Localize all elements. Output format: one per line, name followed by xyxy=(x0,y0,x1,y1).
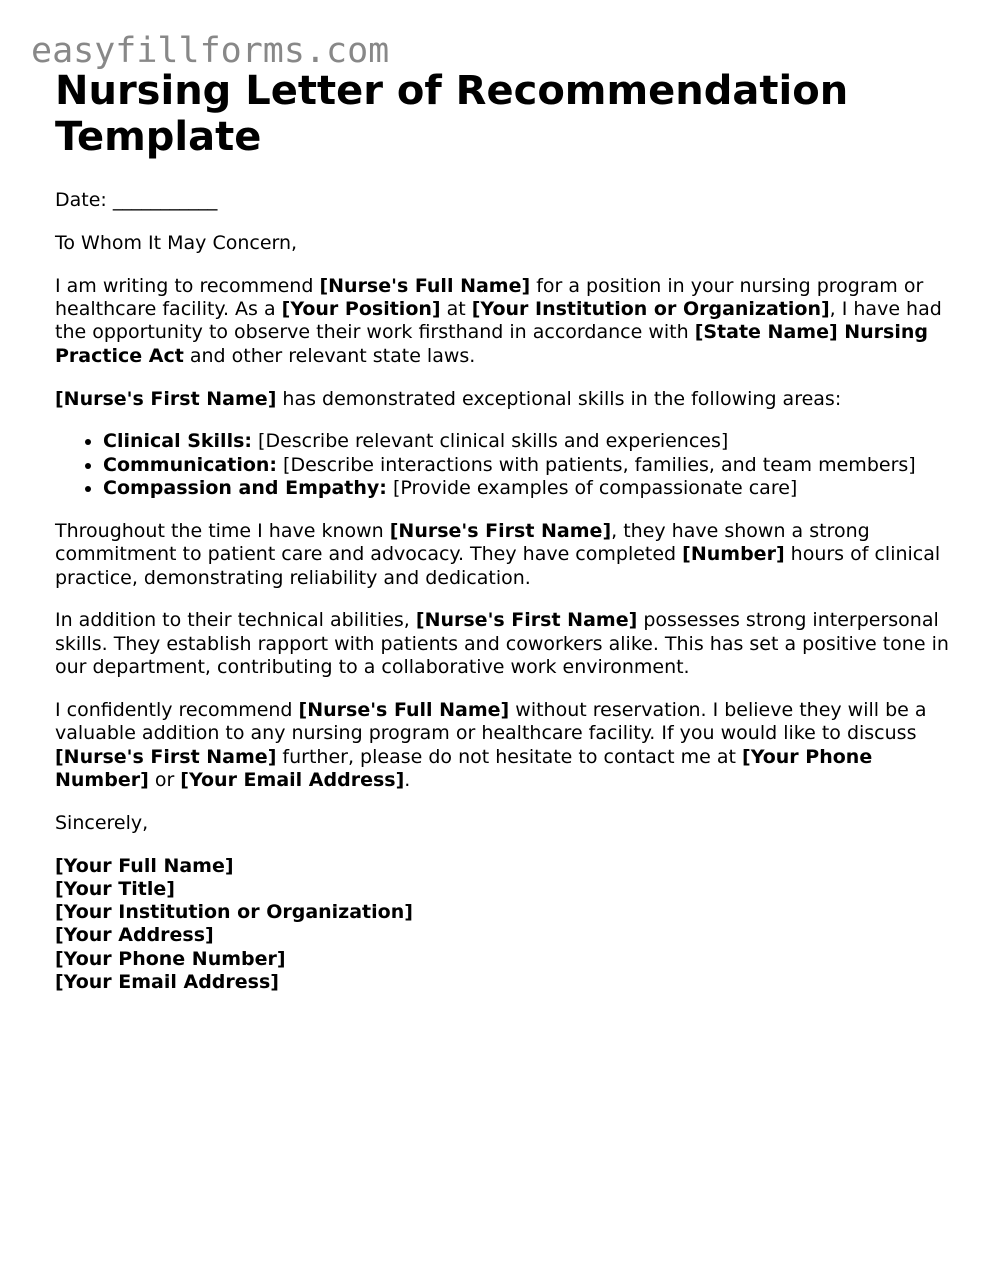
watermark: easyfillforms.com xyxy=(31,31,390,71)
placeholder-practice-act: [State Name] Nursing Practice Act xyxy=(55,321,928,367)
signature-address: [Your Address] xyxy=(55,924,214,947)
skill-label: Compassion and Empathy: xyxy=(103,477,387,500)
intro-paragraph xyxy=(55,275,950,368)
text: I confidently recommend xyxy=(55,698,299,721)
text: has demonstrated exceptional skills in the following areas: xyxy=(276,387,842,410)
placeholder-nurse-first-name: [Nurse's First Name] xyxy=(55,387,277,410)
skill-description: [Describe relevant clinical skills and experiences] xyxy=(252,430,729,453)
text: I am writing to recommend xyxy=(55,274,320,297)
skill-description: [Provide examples of compassionate care] xyxy=(386,477,798,500)
placeholder-phone-number: [Your Phone Number] xyxy=(55,745,873,791)
date-line: Date: ___________ xyxy=(55,189,218,211)
page-title: Nursing Letter of Recommendation Template xyxy=(55,68,849,160)
signature-institution: [Your Institution or Organization] xyxy=(55,901,413,924)
closing: Sincerely, xyxy=(55,811,149,834)
text: , I have had the opportunity to observe their work firsthand in accordance with xyxy=(55,298,942,344)
recommendation-paragraph xyxy=(55,699,950,792)
text: , they have shown a strong commitment to patient care and advocacy. They have completed xyxy=(55,519,870,566)
placeholder-nurse-full-name: [Nurse's Full Name] xyxy=(319,274,531,297)
signature-email: [Your Email Address] xyxy=(55,971,279,994)
text: further, please do not hesitate to contact me at xyxy=(276,745,743,768)
placeholder-nurse-first-name: [Nurse's First Name] xyxy=(55,745,277,768)
list-item xyxy=(103,454,950,477)
text: hours of clinical practice, demonstrating reliability and dedication. xyxy=(55,543,941,589)
signature-title: [Your Title] xyxy=(55,877,175,900)
placeholder-your-position: [Your Position] xyxy=(281,298,441,321)
interpersonal-paragraph xyxy=(55,609,950,679)
placeholder-number: [Number] xyxy=(682,543,785,566)
text: without reservation. I believe they will be a valuable addition to any nursing program or healthcare facility. If you would like to discuss xyxy=(55,698,927,745)
text: at xyxy=(440,298,472,321)
skill-label: Communication: xyxy=(103,453,278,476)
commitment-paragraph xyxy=(55,520,950,590)
text: . xyxy=(404,768,411,791)
placeholder-institution: [Your Institution or Organization] xyxy=(471,298,830,321)
text: for a position in your nursing program or healthcare facility. As a xyxy=(55,274,924,321)
signature-phone: [Your Phone Number] xyxy=(55,947,286,970)
placeholder-nurse-first-name: [Nurse's First Name] xyxy=(415,609,638,632)
placeholder-nurse-first-name: [Nurse's First Name] xyxy=(389,519,612,542)
text: In addition to their technical abilities, xyxy=(55,609,416,632)
text: possesses strong interpersonal skills. They establish rapport with patients and coworkers alike. This has set a positive tone in our department, contributing to a collaborative work environment. xyxy=(55,609,949,679)
skills-intro-paragraph xyxy=(55,388,950,411)
text: and other relevant state laws. xyxy=(183,344,476,367)
skill-label: Clinical Skills: xyxy=(103,430,252,453)
placeholder-nurse-full-name: [Nurse's Full Name] xyxy=(298,698,510,721)
salutation: To Whom It May Concern, xyxy=(55,231,298,254)
signature-block xyxy=(55,855,950,995)
placeholder-email-address: [Your Email Address] xyxy=(180,768,405,791)
skill-description: [Describe interactions with patients, families, and team members] xyxy=(277,453,916,476)
list-item xyxy=(103,430,950,453)
list-item xyxy=(103,477,950,500)
skills-list xyxy=(55,430,950,500)
text: or xyxy=(148,768,181,791)
signature-full-name: [Your Full Name] xyxy=(55,854,234,877)
letter-body xyxy=(55,189,950,994)
text: Throughout the time I have known xyxy=(55,519,390,542)
